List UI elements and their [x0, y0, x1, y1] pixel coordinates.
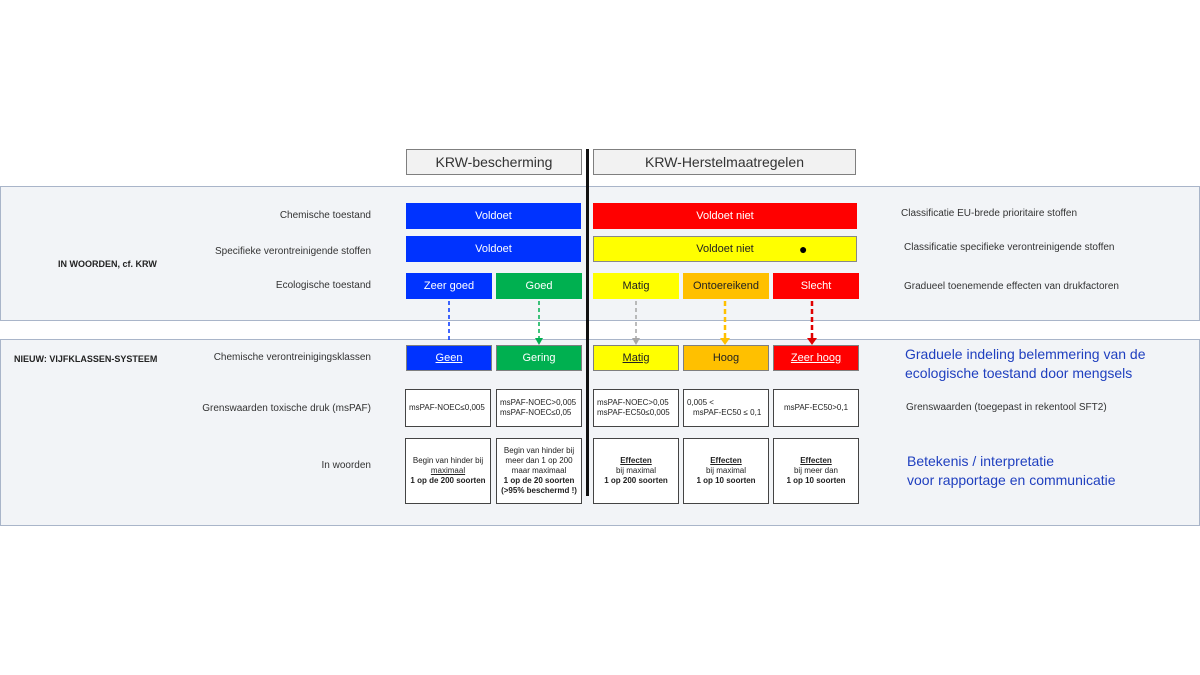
bullet-marker: ●: [799, 241, 808, 257]
header-krw-bescherming: KRW-bescherming: [406, 149, 582, 175]
words-gering-line-1: Begin van hinder bij: [503, 446, 575, 455]
words-gering-line-4: 1 op de 20 soorten: [503, 476, 575, 485]
limit-cell-matig: [593, 389, 679, 427]
words-cell-matig: [593, 438, 679, 504]
header-krw-herstelmaatregelen: KRW-Herstelmaatregelen: [593, 149, 856, 175]
words-zeer-hoog-line-2: bij meer dan: [793, 466, 839, 475]
words-zeer-hoog-line-3: 1 op 10 soorten: [786, 476, 846, 485]
limit-cell-zeer-hoog: [773, 389, 859, 427]
section-label-krw: IN WOORDEN, cf. KRW: [58, 259, 157, 269]
words-zeer-hoog-line-1: Effecten: [800, 456, 832, 465]
note-betekenis: [907, 452, 1116, 490]
row-label-chemische-toestand: Chemische toestand: [279, 210, 371, 221]
words-hoog-line-1: Effecten: [710, 456, 742, 465]
note-eu-prioritaire: Classificatie EU-brede prioritaire stoffen: [901, 208, 1078, 219]
words-geen-line-3: 1 op de 200 soorten: [410, 476, 486, 485]
class-geen: [406, 345, 492, 371]
words-cell-hoog: [683, 438, 769, 504]
row-label-grenswaarden: Grenswaarden toxische druk (msPAF): [202, 403, 371, 414]
class-geen-label: Geen: [435, 352, 463, 364]
note-graduele-indeling: [905, 345, 1145, 383]
words-matig-line-3: 1 op 200 soorten: [604, 476, 668, 485]
class-matig-label: Matig: [622, 352, 650, 364]
words-cell-zeer-hoog: [773, 438, 859, 504]
cell-chemisch-voldoet: Voldoet: [406, 203, 581, 229]
class-matig: [593, 345, 679, 371]
limit-zeer-hoog-line-1: msPAF-EC50>0,1: [783, 403, 849, 412]
limit-cell-geen: [405, 389, 491, 427]
class-hoog-label: Hoog: [712, 352, 740, 364]
limit-cell-gering: [496, 389, 582, 427]
cell-matig: Matig: [593, 273, 679, 299]
section-label-nieuw: NIEUW: VIJFKLASSEN-SYSTEEM: [14, 354, 158, 364]
note-graduele-line-2: ecologische toestand door mengsels: [905, 365, 1133, 381]
limit-gering-line-2: msPAF-NOEC≤0,05: [500, 408, 572, 417]
note-graduele-line-1: Graduele indeling belemmering van de: [905, 346, 1146, 362]
limit-matig-line-2: msPAF-EC50≤0,005: [597, 408, 670, 417]
limit-hoog-line-2: msPAF-EC50 ≤ 0,1: [693, 408, 762, 417]
cell-zeer-goed: Zeer goed: [406, 273, 492, 299]
cell-specifiek-voldoet: Voldoet: [406, 236, 581, 262]
note-specifieke: Classificatie specifieke verontreinigende stoffen: [904, 242, 1115, 253]
class-gering-label: Gering: [522, 352, 556, 364]
row-label-specifieke-stoffen: Specifieke verontreinigende stoffen: [214, 246, 371, 257]
cell-specifiek-voldoet-niet-label: Voldoet niet: [696, 243, 754, 255]
words-cell-geen: [405, 438, 491, 504]
words-gering-line-3: maar maximaal: [511, 466, 567, 475]
cell-ontoereikend: Ontoereikend: [683, 273, 769, 299]
arrowhead-orange: [720, 338, 730, 345]
class-zeer-hoog-label: Zeer hoog: [790, 352, 842, 364]
limit-gering-line-1: msPAF-NOEC>0,005: [500, 398, 577, 407]
note-betekenis-line-2: voor rapportage en communicatie: [907, 472, 1116, 488]
words-geen-line-2: maximaal: [430, 466, 466, 475]
limit-matig-line-1: msPAF-NOEC>0,05: [597, 398, 669, 407]
limit-geen-line-1: msPAF-NOEC≤0,005: [409, 403, 485, 412]
words-gering-line-5: (>95% beschermd !): [501, 486, 577, 495]
cell-chemisch-voldoet-niet: Voldoet niet: [593, 203, 857, 229]
words-cell-gering: [496, 438, 582, 504]
words-gering-line-2: meer dan 1 op 200: [505, 456, 573, 465]
class-hoog: [683, 345, 769, 371]
row-label-verontreinigingsklassen: Chemische verontreinigingsklassen: [213, 352, 371, 363]
note-betekenis-line-1: Betekenis / interpretatie: [907, 453, 1055, 469]
limit-hoog-line-1: 0,005 <: [687, 398, 714, 407]
cell-slecht: Slecht: [773, 273, 859, 299]
note-grenswaarden: Grenswaarden (toegepast in rekentool SFT2): [906, 402, 1107, 413]
note-gradueel: Gradueel toenemende effecten van drukfactoren: [904, 281, 1119, 292]
words-hoog-line-2: bij maximal: [705, 466, 746, 475]
class-gering: [496, 345, 582, 371]
words-matig-line-2: bij maximal: [615, 466, 656, 475]
arrowhead-gray: [632, 338, 640, 345]
words-hoog-line-3: 1 op 10 soorten: [696, 476, 756, 485]
limit-cell-hoog: [683, 389, 769, 427]
words-matig-line-1: Effecten: [620, 456, 652, 465]
class-zeer-hoog: [773, 345, 859, 371]
cell-specifiek-voldoet-niet: [593, 236, 857, 262]
row-label-in-woorden: In woorden: [321, 460, 371, 471]
connector-arrows: [400, 299, 870, 347]
arrowhead-red: [807, 338, 817, 345]
row-label-ecologische-toestand: Ecologische toestand: [275, 280, 371, 291]
words-geen-line-1: Begin van hinder bij: [412, 456, 484, 465]
cell-goed: Goed: [496, 273, 582, 299]
arrowhead-green: [535, 338, 543, 345]
